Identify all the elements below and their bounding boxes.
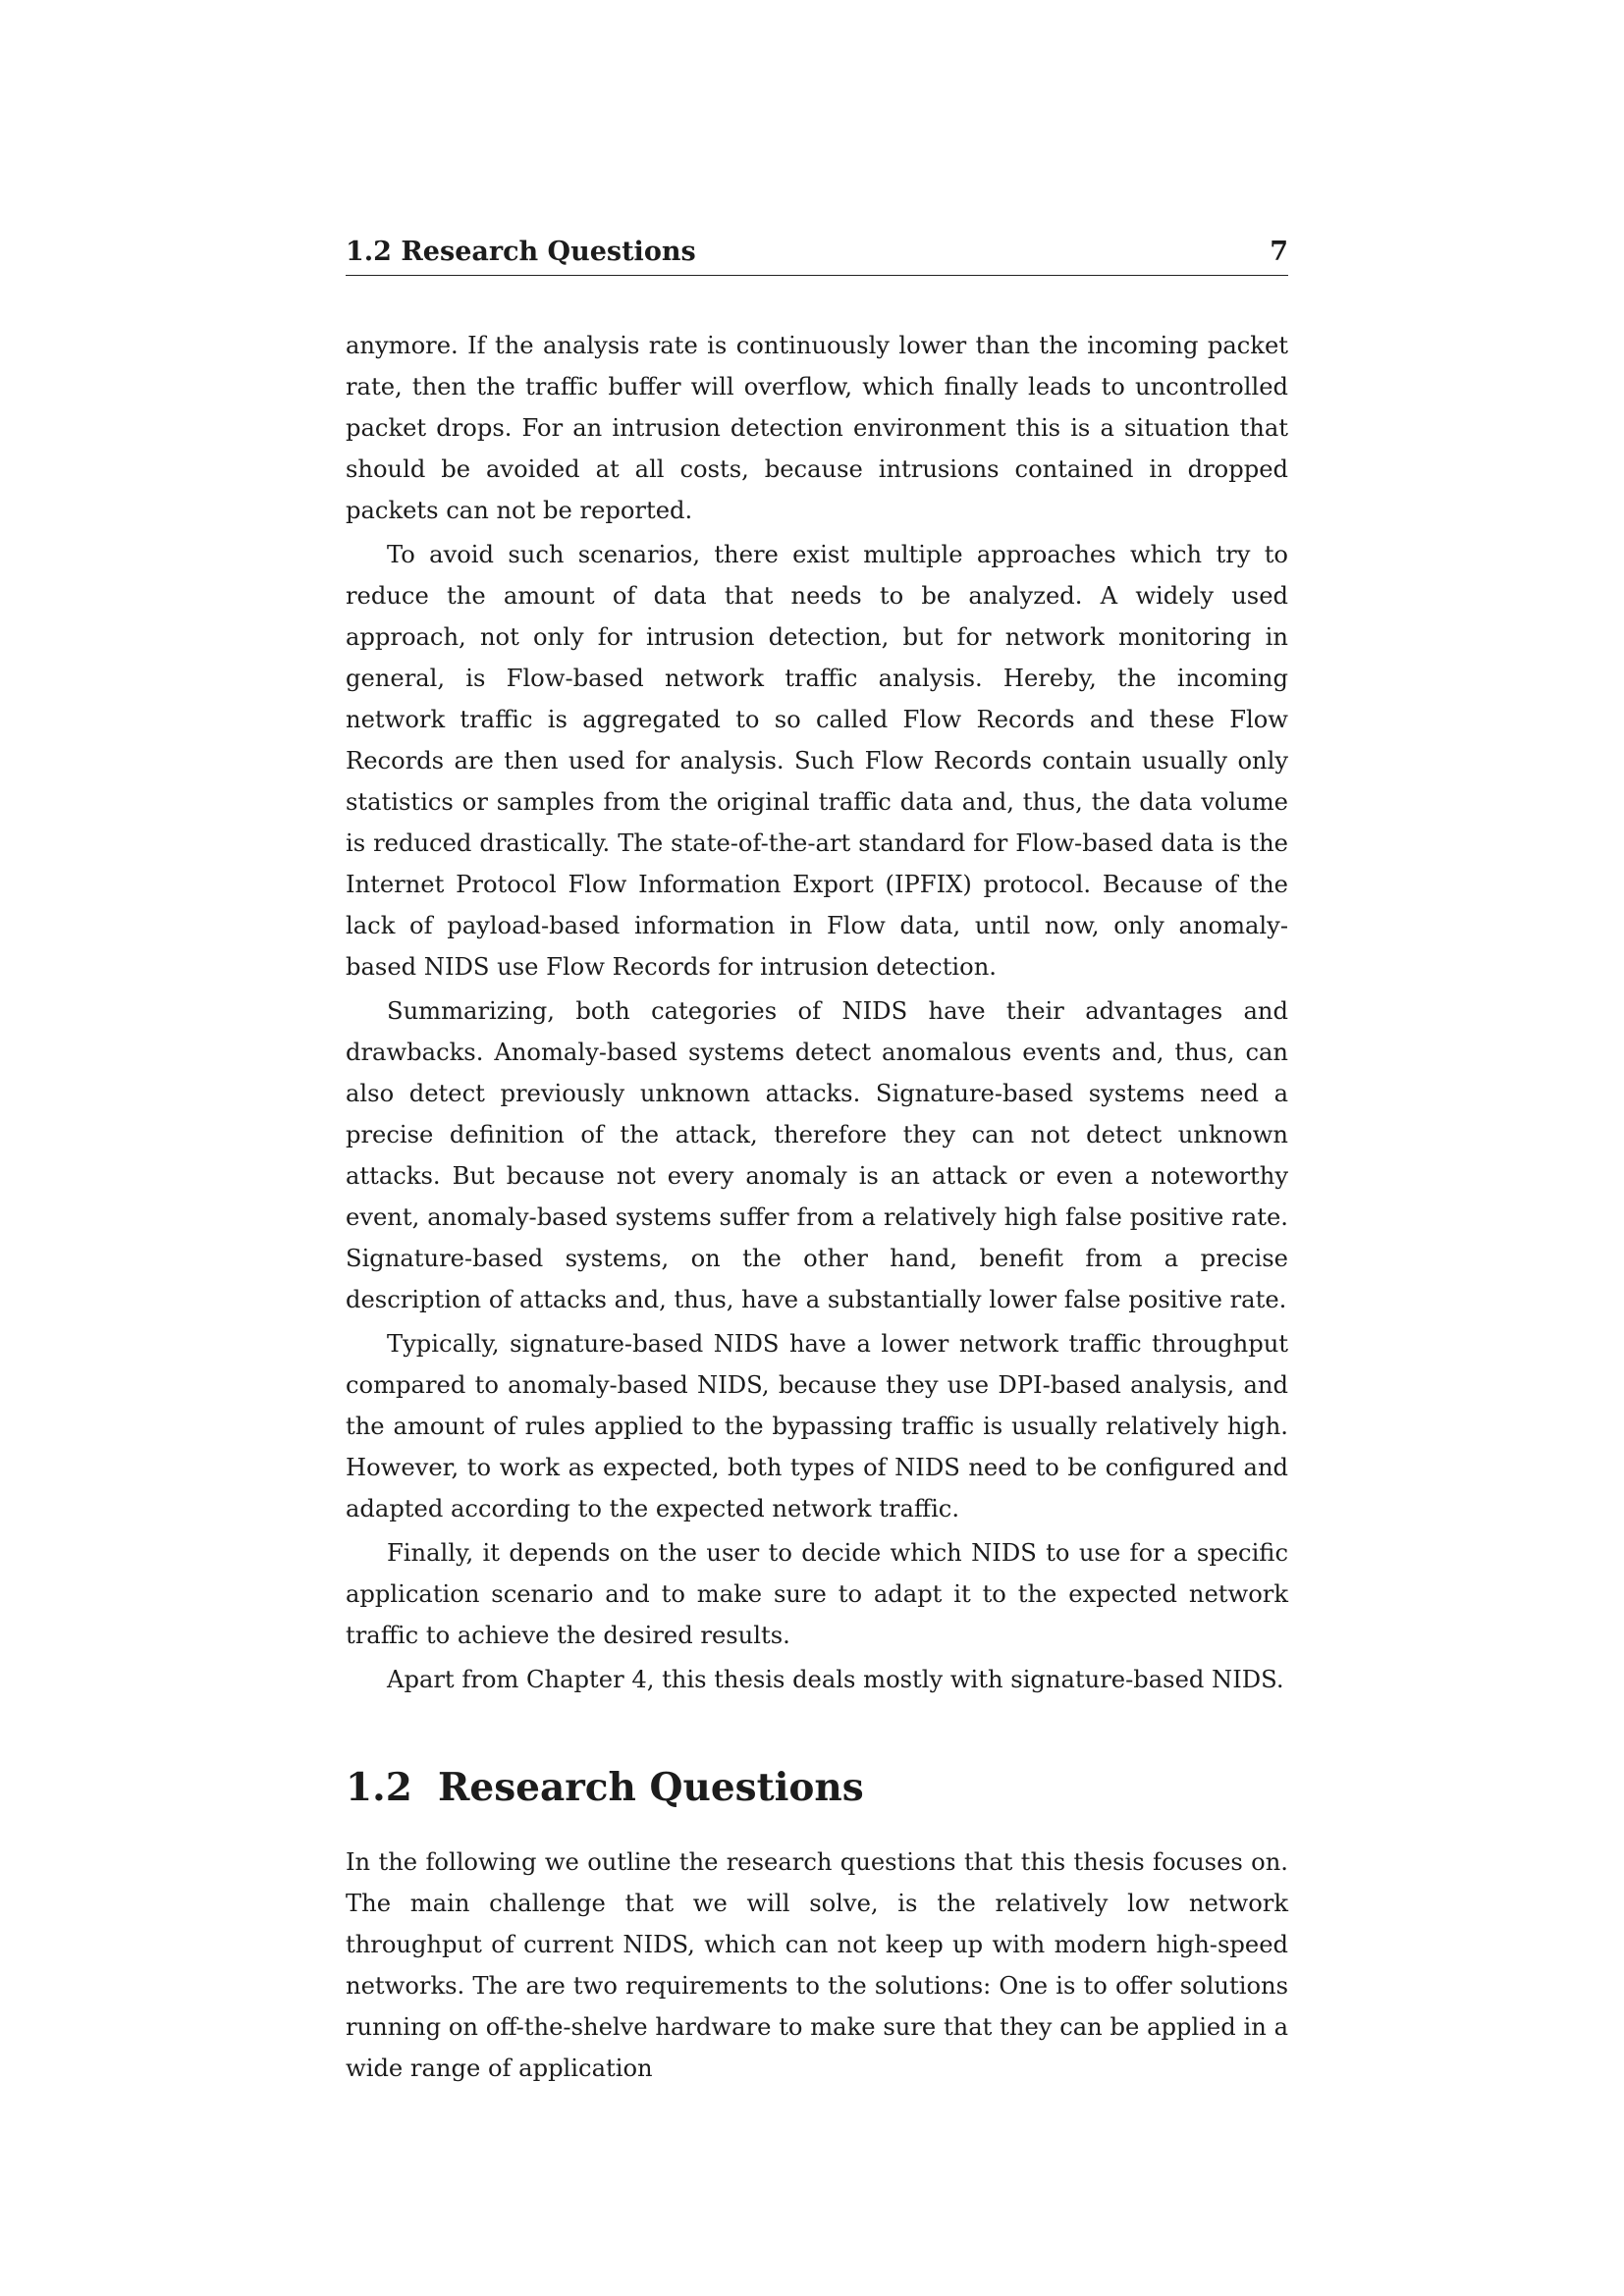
- paragraph: Typically, signature-based NIDS have a lower network traffic throughput compared to anomaly-based NIDS, because they use DPI-based analysis, and the amount of rules applied to the bypassing traffic is usually relatively high. However, to work as expected, both types of NIDS need to be configured and adapted according to the expected network traffic.: [346, 1330, 1288, 1522]
- body-text: [346, 325, 1288, 2089]
- paragraph: Apart from Chapter 4, this thesis deals mostly with signature-based NIDS.: [387, 1666, 1284, 1693]
- section-heading: [346, 1765, 1288, 1810]
- running-header: [346, 236, 1288, 276]
- section-number: 1.2: [346, 1765, 412, 1810]
- document-page: [346, 236, 1288, 2092]
- section-title: Research Questions: [438, 1765, 864, 1810]
- paragraph: To avoid such scenarios, there exist multiple approaches which try to reduce the amount of data that needs to be analyzed. A widely used approach, not only for intrusion detection, but for network monitoring in general, is Flow-based network traffic analysis. Hereby, the incoming network traffic is aggregated to so called Flow Records and these Flow Records are then used for analysis. Such Flow Records contain usually only statistics or samples from the original traffic data and, thus, the data volume is reduced drastically. The state-of-the-art standard for Flow-based data is the Internet Protocol Flow Information Export (IPFIX) protocol. Because of the lack of payload-based information in Flow data, until now, only anomaly-based NIDS use Flow Records for intrusion detection.: [346, 541, 1288, 981]
- page-number: 7: [1270, 237, 1288, 267]
- running-header-title: 1.2 Research Questions: [346, 237, 696, 267]
- paragraph: Summarizing, both categories of NIDS have their advantages and drawbacks. Anomaly-based systems detect anomalous events and, thus, can also detect previously unknown attacks. Signature-based systems need a precise definition of the attack, therefore they can not detect unknown attacks. But because not every anomaly is an attack or even a noteworthy event, anomaly-based systems suffer from a relatively high false positive rate. Signature-based systems, on the other hand, benefit from a precise description of attacks and, thus, have a substantially lower false positive rate.: [346, 997, 1288, 1313]
- paragraph: Finally, it depends on the user to decide which NIDS to use for a specific application scenario and to make sure to adapt it to the expected network traffic to achieve the desired results.: [346, 1539, 1288, 1649]
- paragraph: anymore. If the analysis rate is continuously lower than the incoming packet rate, then the traffic buffer will overflow, which finally leads to uncontrolled packet drops. For an intrusion detection environment this is a situation that should be avoided at all costs, because intrusions contained in dropped packets can not be reported.: [346, 332, 1288, 524]
- paragraph: In the following we outline the research questions that this thesis focuses on. The main challenge that we will solve, is the relatively low network throughput of current NIDS, which can not keep up with modern high-speed networks. The are two requirements to the solutions: One is to offer solutions running on off-the-shelve hardware to make sure that they can be applied in a wide range of application: [346, 1848, 1288, 2082]
